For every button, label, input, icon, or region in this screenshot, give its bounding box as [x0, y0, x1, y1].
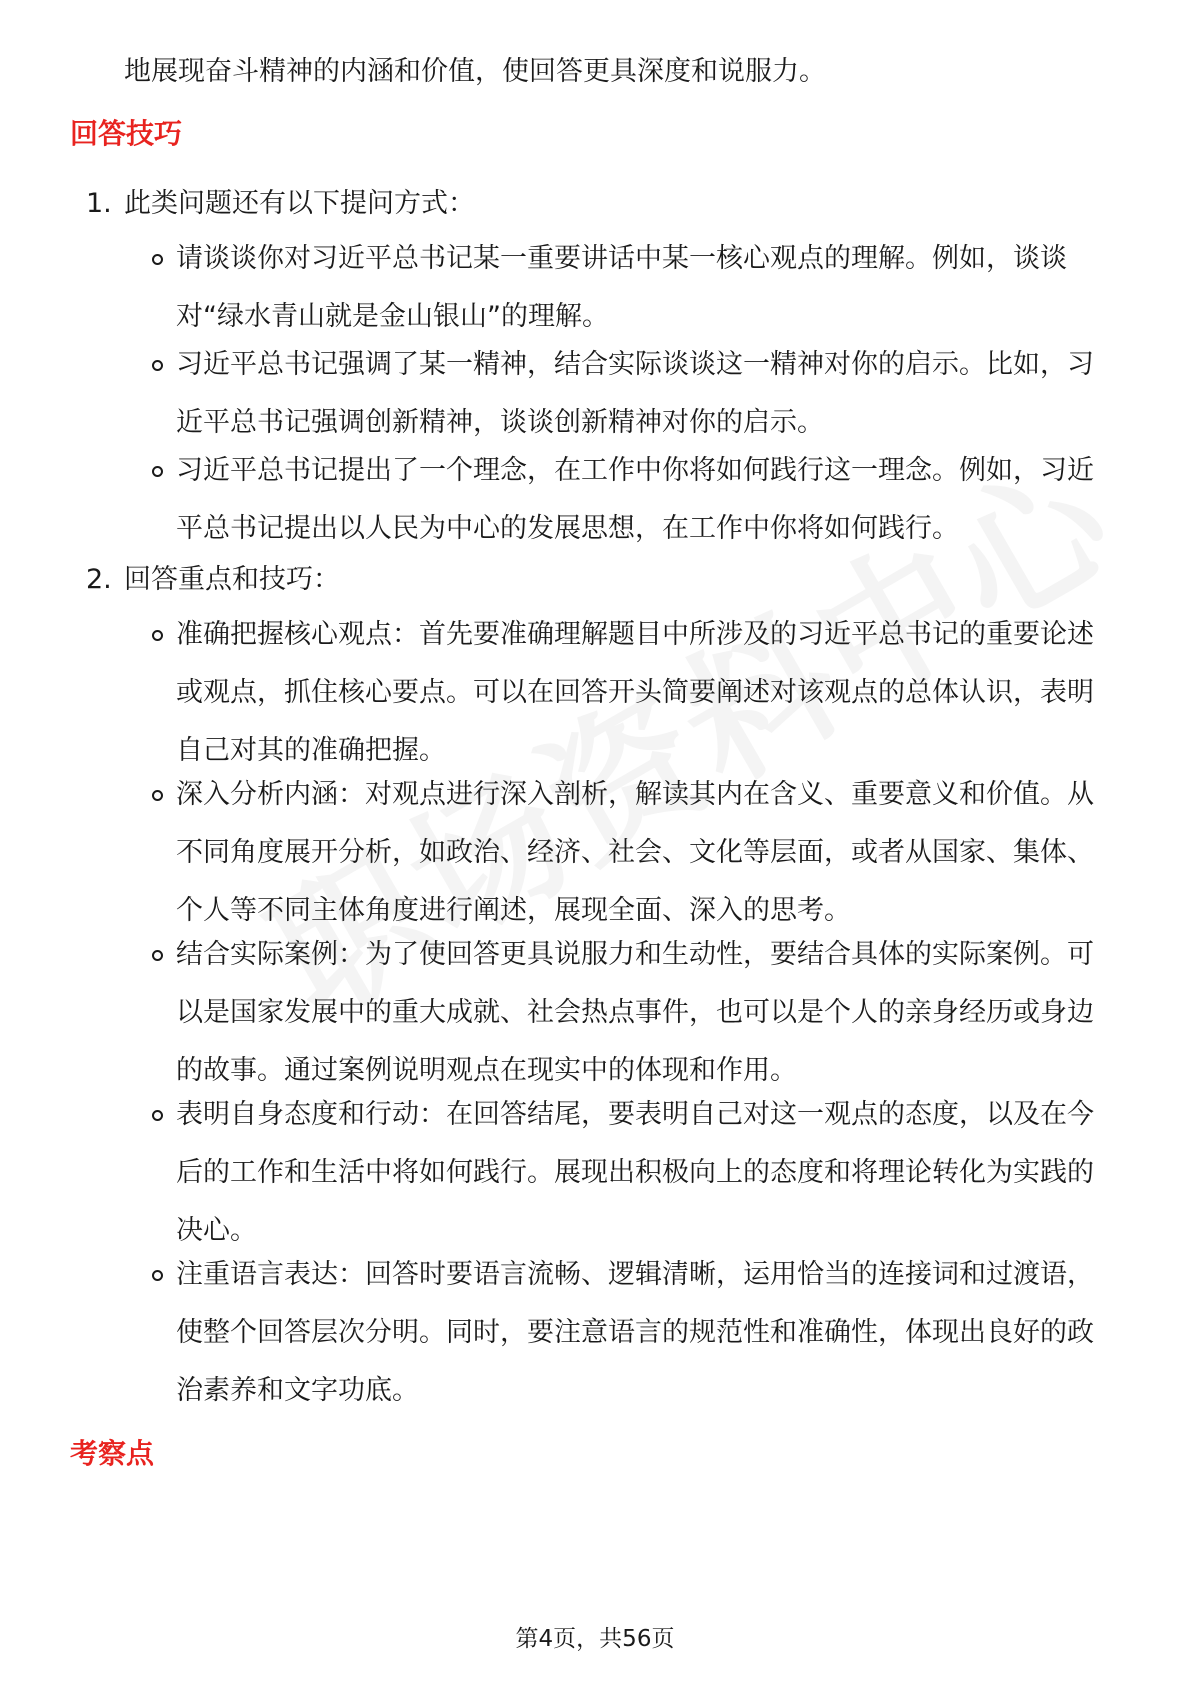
bullet-circle-icon: [152, 950, 163, 961]
section-title-points: 考察点: [70, 1437, 155, 1470]
list-item: 结合实际案例：为了使回答更具说服力和生动性，要结合具体的实际案例。可以是国家发展中的重大成就、社会热点事件，也可以是个人的亲身经历或身边的故事。通过案例说明观点在现实中的体现和作用。: [176, 939, 1094, 1086]
section-title-tips: 回答技巧: [70, 117, 183, 150]
list-item: 准确把握核心观点：首先要准确理解题目中所涉及的习近平总书记的重要论述或观点，抓住核心要点。可以在回答开头简要阐述对该观点的总体认识，表明自己对其的准确把握。: [176, 619, 1094, 766]
intro-paragraph: 地展现奋斗精神的内涵和价值，使回答更具深度和说服力。: [124, 56, 826, 87]
list-item: 注重语言表达：回答时要语言流畅、逻辑清晰，运用恰当的连接词和过渡语，使整个回答层次分明。同时，要注意语言的规范性和准确性，体现出良好的政治素养和文字功底。: [176, 1259, 1094, 1406]
page-footer: 第4页，共56页: [515, 1626, 675, 1652]
list-item: 表明自身态度和行动：在回答结尾，要表明自己对这一观点的态度，以及在今后的工作和生活中将如何践行。展现出积极向上的态度和将理论转化为实践的决心。: [176, 1099, 1094, 1246]
bullet-circle-icon: [152, 1270, 163, 1281]
bullet-circle-icon: [152, 360, 163, 371]
list-item: 习近平总书记强调了某一精神，结合实际谈谈这一精神对你的启示。比如，习近平总书记强调创新精神，谈谈创新精神对你的启示。: [176, 349, 1094, 438]
list-item-2: [86, 560, 340, 600]
list-number: 2.: [86, 564, 112, 595]
bullet-circle-icon: [152, 630, 163, 641]
list-item-1: [86, 184, 475, 224]
list-item: 深入分析内涵：对观点进行深入剖析，解读其内在含义、重要意义和价值。从不同角度展开分析，如政治、经济、社会、文化等层面，或者从国家、集体、个人等不同主体角度进行阐述，展现全面、深入的思考。: [176, 779, 1094, 926]
list-item-text: 回答重点和技巧：: [124, 564, 340, 595]
list-item: 请谈谈你对习近平总书记某一重要讲话中某一核心观点的理解。例如，谈谈对“绿水青山就是金山银山”的理解。: [176, 243, 1067, 332]
bullet-circle-icon: [152, 1110, 163, 1121]
bullet-circle-icon: [152, 254, 163, 265]
list-number: 1.: [86, 188, 112, 219]
list-item: 习近平总书记提出了一个理念，在工作中你将如何践行这一理念。例如，习近平总书记提出以人民为中心的发展思想，在工作中你将如何践行。: [176, 455, 1094, 544]
bullet-circle-icon: [152, 790, 163, 801]
bullet-circle-icon: [152, 466, 163, 477]
list-item-text: 此类问题还有以下提问方式：: [124, 188, 475, 219]
